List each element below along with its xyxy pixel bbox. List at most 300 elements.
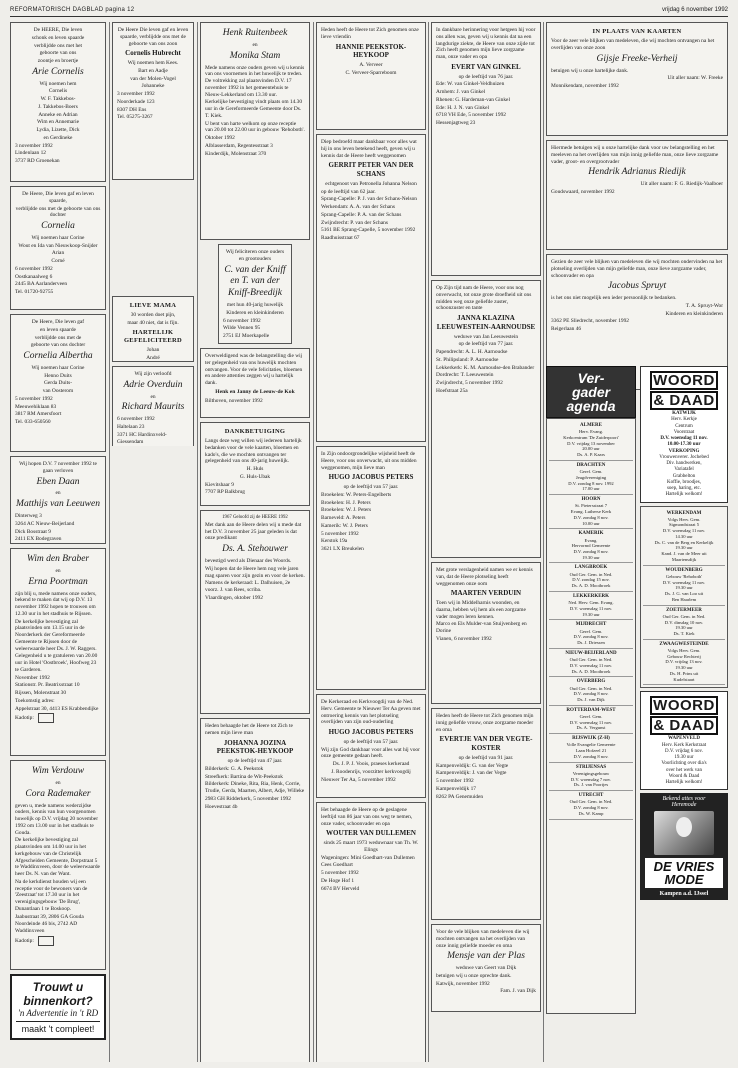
ad-name: Ds. A. Stehouwer — [222, 544, 288, 555]
envelope-icon — [38, 713, 54, 723]
ad-line: op de leeftijd van 47 jaar. — [227, 758, 283, 764]
agenda-line: Kand. J. van de Meer uit — [661, 551, 707, 557]
ad-name: Arie Cornelis — [32, 66, 84, 77]
agenda-place: HOORN — [581, 497, 601, 503]
ad-footer: 2751 EJ Moerkapelle — [223, 333, 270, 340]
agenda-line: Geref. Gem. — [579, 628, 603, 634]
agenda-line: Jeugdvereniging — [575, 474, 607, 480]
ad-footer: 6674 BV Herveld — [321, 885, 360, 892]
agenda-place: ZWAAGWESTEINDE — [659, 641, 709, 647]
ad-footer: Wilde Vennen 95 — [223, 325, 261, 332]
ad-line: zoontje en broertje — [37, 58, 79, 64]
woord-daad-ad — [640, 691, 728, 790]
ad-name: Erna Poortman — [28, 576, 88, 587]
agenda-title-line: Ver- — [577, 370, 605, 386]
agenda-line: Oud Ger. Gem. in Ned. — [569, 685, 613, 691]
obituary-ad — [316, 802, 426, 1062]
ad-footer: Raadhuisstraat 67 — [321, 235, 360, 241]
ad-line: Anneke en Adrian — [38, 111, 78, 118]
ad-text: De kerkelijke bevestiging zal plaatsvinden om 14.00 uur in het kerkgebouw van de Christelijk Afgescheiden Gemeente, Dorpstraat 5 te Waddinxveen, door de weleerwaarde heer Ds. N. van der Want. — [15, 837, 100, 877]
ad-name: Cornelia — [41, 221, 75, 231]
wd-line: Koffie, broodjes, — [667, 479, 701, 485]
brand-line: DE VRIES — [653, 859, 715, 875]
ad-line: op de leeftijd van 62 jaar. — [321, 188, 376, 195]
ad-line: en leven spaarde — [40, 326, 76, 333]
ad-line: Wij feliciteren onze ouders en grootouders — [225, 249, 285, 262]
ad-line: Wij noemen hem — [39, 80, 77, 87]
ad-text: De kerkelijke bevestiging zal plaatsvinden om 13.15 uur in de Noorderkerk der Gereformeerde Gemeente te Rijssen door de weleerwaarde heer Ds. J. W. Raggers. — [15, 618, 97, 652]
ad-line: Broekelen: H. J. Peters — [321, 499, 371, 506]
ad-text: is het ons niet mogelijk een ieder persoonlijk te bedanken. — [551, 295, 677, 302]
fashion-ad-title: Bekend attes voor — [662, 796, 706, 803]
agenda-line: Ds. A. D. Mooibroek — [571, 668, 611, 674]
ad-line: Dordrecht: T. Leeuwestein — [436, 372, 494, 379]
ad-line: geboorte van ons — [39, 50, 77, 57]
logo-line: WOORD — [650, 371, 718, 390]
brand-logo — [645, 858, 723, 888]
ad-line: en Gerdineke — [43, 134, 73, 141]
ad-footer: Rijssen, Molenstraat 30 — [15, 690, 67, 696]
agenda-item — [549, 563, 633, 591]
ad-footer: 6 november 1992 — [223, 317, 261, 324]
wedding-ad — [200, 22, 310, 240]
agenda-line: Ds. W. Kamp — [578, 810, 604, 816]
ad-line: J. Takkebos-Boers — [38, 103, 78, 110]
wd-line: Centrum — [675, 423, 693, 429]
ad-footer: 2411 EX Bodegraven — [15, 536, 62, 543]
agenda-place: RIJSWIJK (Z-H) — [572, 736, 610, 742]
column-2 — [112, 22, 194, 322]
agenda-line: Kerkcentrum 'De Zuiderpoort' — [563, 434, 619, 440]
thanks-ad — [546, 140, 728, 250]
ad-line: Bilderkerk: G. A. Peekstok — [205, 765, 264, 772]
agenda-line: Ds. J. van Poortjes — [573, 782, 609, 788]
ad-line: Arian — [51, 250, 65, 257]
ad-name: HANNIE PEEKSTOK-HEYKOOP — [335, 42, 407, 60]
promo-banner[interactable] — [10, 974, 106, 1040]
agenda-line: D.V. zondag 8 nov. — [573, 549, 609, 555]
thanks-ad — [431, 924, 541, 1012]
wd-line: Hartelijk welkom! — [665, 780, 703, 786]
agenda-line: Ds. J. van Dijk — [577, 697, 605, 703]
ad-footer: 6718 VH Ede, 5 november 1992 — [436, 112, 506, 119]
ad-line: Broekelen: W. Peters-Engelberts — [321, 491, 392, 498]
ad-line: weduwe van Geert van Dijk — [455, 965, 517, 972]
agenda-line: D.V. zondag 8 nov. — [573, 805, 609, 811]
thanks-ad — [546, 22, 728, 136]
ad-text: Heden behaagde het de Heere tot Zich te nemen mijn lieve man — [205, 723, 293, 736]
ad-footer: 3264 AC Nieuw-Beijerland — [15, 520, 75, 527]
ad-line: Gerda Duits- — [44, 380, 72, 387]
ad-line: St. Philipsland: P. Aarnoudse — [436, 356, 499, 363]
ad-name: Mensje van der Plas — [447, 951, 525, 962]
column-rule — [109, 22, 110, 1062]
agenda-line: 19.30 uur — [675, 545, 693, 551]
agenda-item — [549, 592, 633, 620]
ad-text: U bent van harte welkom op onze receptie van 20.00 tot 22.00 uur in gebouw 'Rehoboth'. — [205, 120, 305, 134]
agenda-line: Oud Ger. Gem. in Ned. — [569, 571, 613, 577]
agenda-line: 19.30 uur — [582, 611, 600, 617]
ad-footer: Alblasserdam, Regentesstraat 3 — [205, 142, 273, 149]
wd-line: VERKOPING — [668, 448, 700, 454]
ad-line: Arnhem: J. van Ginkel — [436, 89, 486, 95]
ad-name: EVERT VAN GINKEL — [451, 62, 521, 71]
ad-name: Henk Ruitenbeek — [222, 28, 288, 38]
agenda-line: D.V. vrijdag 13 nov. — [665, 659, 703, 665]
ad-footer: Hessenjagtweg 23 — [436, 120, 476, 126]
ad-footer: Stationstr. Pr. Beatrixstraat 10 — [15, 682, 80, 689]
ad-text: Diep bedroefd maar dankbaar voor alles wat hij in ons leven betekend heeft, geven wij u kennis dat de Heere heeft weggenomen — [321, 139, 417, 159]
ad-line: De Heere, Die leven gaf — [31, 319, 85, 325]
ad-heading: DANKBETUIGING — [224, 428, 286, 435]
ad-line: Cornelis — [48, 88, 68, 95]
ad-line: Henno Duits — [44, 372, 72, 379]
ad-text: In Zijn ondoorgrondelijke wijsheid heeft de Heere, voor ons onverwacht, uit ons midden weggenomen, mijn lieve man — [321, 451, 417, 471]
ad-footer: Bilthoven, november 1992 — [205, 397, 263, 404]
obituary-ad — [431, 562, 541, 704]
agenda-line: Volle Evangelie Gemeente — [566, 742, 616, 748]
agenda-place: WERKENDAM — [666, 510, 702, 516]
ad-name: C. van der Kniff en T. van der Kniff-Breedijk — [224, 264, 286, 299]
ad-name: Cornelis Hubrecht — [125, 49, 181, 58]
ad-text: In dankbare herinnering voor hetgeen hij voor ons allen was, geven wij u kennis dat na een langdurige ziekte, de Heere van onze zijde tot Zich heeft genomen mijn lieve zorgzame man, onze vader en opa — [436, 27, 536, 60]
agenda-place: DRACHTEN — [576, 462, 606, 468]
agenda-title — [546, 366, 636, 418]
ad-line: HARTELIJK GEFELICITEERD — [123, 328, 183, 344]
wd-line: Voorlichting over dia's — [661, 761, 707, 767]
ad-footer: Zwijndrecht, 5 november 1992 — [436, 380, 503, 386]
agenda-item — [549, 734, 633, 762]
agenda-line: Evang. — [584, 537, 598, 543]
wd-line: Hartelijk welkom! — [665, 492, 703, 498]
ad-line: Johan — [146, 346, 160, 353]
agenda-line: Oud Ger. Gem. in Ned. — [569, 657, 613, 663]
ad-line: Kamerik: W. J. Peters — [321, 522, 368, 529]
ad-footer: Vlaardingen, oktober 1992 — [205, 594, 263, 601]
ad-footer: Tel. 01720-92755 — [15, 289, 54, 296]
ad-footer: Fam. J. van Dijk — [500, 988, 536, 995]
ad-line: verblijdde ons met de geboorte van ons dochter — [15, 205, 101, 219]
ad-line: Ede: H. J. N. van Ginkel — [436, 104, 489, 111]
ad-name: HUGO JACOBUS PETERS — [328, 728, 414, 736]
ad-line: weduwe van Jan Leeuwestein — [453, 333, 519, 340]
ad-footer: Hoevestraat 4b — [205, 803, 238, 810]
wd-line: KATWIJK — [672, 411, 696, 416]
ad-footer: 8307 DH Ens — [117, 106, 147, 113]
ad-footer: Goudswaard, november 1992 — [551, 188, 615, 195]
obituary-ad — [316, 22, 426, 130]
ad-footer: Toekomstig adres: — [15, 697, 55, 704]
jubilee-ad — [200, 510, 310, 714]
ad-line: Ede: W. van Ginkel-Veldhuizen — [436, 81, 505, 88]
ad-name: Wim Verdouw — [31, 766, 85, 776]
ad-line: Lekkerkerk: K. M. Aarnoudse-den Brabander — [436, 364, 535, 371]
ad-text: bevestigd werd als Dienaar des Woords. — [205, 558, 292, 565]
agenda-item — [549, 791, 633, 819]
ad-name: Gijsje Freeke-Verheij — [596, 53, 678, 64]
agenda-line: Herv. Evang. — [578, 429, 604, 435]
ad-text: Gezien de zeer vele blijken van medeleven die wij mochten ondervinden na het plotseling overlijden van mijn geliefde man, onze lieve zorgzame vader, schoonvader en opa — [551, 259, 723, 279]
ad-line: Wij noemen haar Corine — [31, 364, 85, 371]
agenda-line: D.V. zondag 8 nov. 1992 — [568, 480, 614, 486]
agenda-line: Geref. Gem. — [579, 714, 603, 719]
ad-line: sinds 25 maart 1973 weduwnaar van Th. W. Elings — [323, 840, 419, 853]
agenda-line: Ds. H. Prins uit — [669, 670, 699, 676]
fashion-ad — [640, 793, 728, 900]
agenda-line: St. Pietersstraat 7 — [574, 503, 608, 509]
ad-name: WOUTER VAN DULLEMEN — [326, 829, 416, 838]
ad-line: echtgenoot van Petronella Johanna Nelson — [325, 180, 417, 187]
agenda-line: Ds. J. G. van Loo uit — [664, 591, 704, 597]
kadotip-label: Kadotip: — [15, 715, 34, 722]
agenda-line: Oud Ger. Gem. in Ned. — [569, 799, 613, 805]
ad-name: Matthijs van Leeuwen — [16, 499, 100, 510]
ad-line: Werkendam: A. A. van der Schans — [321, 204, 395, 210]
kadotip-row — [15, 713, 101, 723]
ad-line: G. Huls-Ubak — [239, 473, 271, 480]
ad-footer: De Hoge Hof 1 — [321, 877, 355, 884]
ad-line: C. Verveer-Sparreboom — [345, 69, 397, 76]
obituary-ad — [316, 134, 426, 442]
ad-line: op de leeftijd van 57 jaar. — [343, 738, 399, 745]
agenda-line: Ds. A. P. Kaars — [577, 452, 605, 458]
agenda-place: WOUDENBERG — [665, 567, 703, 573]
ad-line: Kinderen en kleinkinderen — [226, 309, 284, 316]
ad-line: Bart en Aadje — [138, 67, 168, 74]
ad-footer: Noorderkade 123 — [117, 98, 155, 105]
ad-name: JANNA KLAZINA LEEUWESTEIN-AARNOUDSE — [436, 314, 536, 331]
column-5 — [431, 22, 541, 1062]
agenda-place: MIJDRECHT — [575, 622, 607, 628]
ad-footer: 8262 PA Genemuiden — [436, 793, 484, 800]
wd-line: D.V. woensdag 11 nov. — [660, 436, 708, 441]
ad-line: Sprang-Capelle: P. A. van der Schans — [321, 211, 402, 218]
ad-line: Kampenveldijk: G. van der Vegte — [436, 762, 509, 769]
ad-line: De Heere, Die leven gaf en leven spaarde, — [22, 191, 94, 204]
ad-footer: Dinterweg 3 — [15, 513, 42, 519]
ad-text: Hiermede betuigen wij u onze hartelijke dank voor uw belangstelling en het meeleven na het overlijden van mijn innig geliefde man, onze lieve zorgzame vader, groot- en overgrootvader — [551, 145, 719, 165]
ad-line: Uit aller naam: W. Freeke — [667, 75, 723, 82]
promo-subtitle: 'n Advertentie in 't RD — [17, 1008, 99, 1018]
logo-line: & DAAD — [650, 391, 718, 410]
agenda-line: 19.30 uur — [675, 625, 693, 631]
ad-footer: November 1992 — [15, 674, 50, 681]
ad-line: Wij hopen D.V. 7 november 1992 te gaan verloven — [19, 461, 97, 474]
ad-line: Corné — [51, 258, 65, 265]
agenda-line: Oud Ger. Gem. in Ned. — [662, 613, 706, 619]
ad-footer: 3 november 1992 — [15, 142, 53, 149]
ad-name: HUGO JACOBUS PETERS — [328, 473, 414, 482]
agenda-line: D.V. zondag 8 nov. — [573, 514, 609, 520]
agenda-line: Ds. A. Vergunst — [576, 725, 606, 731]
wd-line: 19.30 uur — [674, 755, 694, 761]
header-left: REFORMATORISCH DAGBLAD pagina 12 — [10, 7, 135, 13]
ad-text: Op Zijn tijd nam de Heere, voor ons nog onverwacht, tot onze grote droefheid uit ons midden weg onze geliefde zuster, schoonzuster en tante — [436, 285, 532, 312]
agenda-line: D.V. zondag 8 nov. — [573, 691, 609, 697]
thanks-ad — [200, 422, 310, 506]
ad-footer: Appelstraat 30, 4413 ES Krabbendijke — [15, 705, 99, 712]
ad-line: Sprang-Capelle: P. J. van der Schans-Nelson — [321, 196, 417, 203]
ad-line: Wageningen: Mini Goedhart-van Dullemen — [321, 854, 415, 861]
ad-line: W. F. Takkebos- — [40, 96, 76, 103]
ad-line: en — [55, 490, 61, 497]
agenda-line: Verenigingsgebouw — [572, 770, 610, 776]
agenda-place: STRIJENSAS — [575, 764, 607, 770]
obituary-ad — [200, 718, 310, 1062]
ad-footer: Reigerlaan 46 — [551, 326, 582, 333]
agenda-line: Ned. Herv. Gem. Evang. — [568, 600, 614, 606]
agenda-item — [549, 620, 633, 648]
ad-text: zijn blij u, mede namens onze ouders, bekend te maken dat wij op D.V. 13 november 1992 hopen te trouwen om 12.30 uur in het stadhuis te Rijssen. — [15, 590, 97, 617]
agenda-line: D.V. zondag 15 nov. — [572, 577, 610, 583]
ad-name: Hendrik Adrianus Riedijk — [588, 167, 686, 178]
ad-name: Henk en Janny de Leeuw-de Kok — [215, 388, 295, 395]
ad-text: Langs deze weg willen wij iedereen hartelijk bedanken voor de vele kaarten, bloemen en kado's, die we mochten ontvangen ter gelegenheid van ons 40-jarig huwelijk. — [205, 438, 302, 465]
ad-line: Kampenveldijk: J. van der Vegte — [436, 770, 507, 777]
column-2-lower — [112, 296, 194, 446]
birth-ad — [112, 22, 194, 180]
ad-footer: Oktober 1992 — [205, 135, 235, 141]
agenda-item — [549, 677, 633, 705]
wd-line: Herv. Kerkje — [671, 417, 697, 423]
ad-name: Cora Rademaker — [25, 788, 91, 799]
agenda-place: LEKKERKERK — [572, 593, 610, 599]
ad-text: Wij hopen dat de Heere hem nog vele jaren mag sparen voor zijn gezin en voor de kerken. — [205, 565, 305, 579]
ad-line: Wim en Annemarie — [37, 119, 79, 126]
ad-name: Adrie Overduin — [123, 379, 183, 390]
ad-footer: 3 november 1992 — [117, 91, 155, 97]
agenda-place: ALMERE — [580, 423, 602, 428]
ad-line: 1967 Geloofd zij de HEERE 1992 — [222, 515, 288, 520]
ad-footer: Jaabustraat 39, 2806 GA Gouda — [15, 913, 84, 920]
agenda-line: Kudelstaart — [673, 676, 695, 682]
column-4 — [316, 22, 426, 1062]
ad-footer: Kinderdijk, Molenstraat 370 — [205, 150, 267, 157]
ad-footer: Meeuwehiklaan 83 — [15, 403, 57, 410]
ad-footer: Monnikendam, november 1992 — [551, 83, 619, 89]
ad-line: op de leeftijd van 57 jaar. — [343, 484, 399, 490]
ad-name: MAARTEN VERDUIN — [450, 589, 522, 598]
agenda-place: UTRECHT — [578, 793, 604, 799]
ad-text: Kerkelijke bevestiging vindt plaats om 14.30 uur in de Gereformeerde Gemeente door Ds. T. Kiek. — [205, 99, 303, 119]
ad-footer: Hoefstraat 25a — [436, 387, 468, 394]
ad-line: Wij zijn verloofd — [134, 371, 172, 377]
agenda-item — [549, 763, 633, 791]
ad-line: A. Verveer — [359, 62, 383, 68]
ad-line: met hun 40-jarig huwelijk — [226, 302, 284, 309]
ad-text: betuigen wij u onze hartelijke dank. — [551, 67, 629, 74]
ad-text: Heden heeft de Heere tot Zich genomen mijn innig geliefde vrouw, onze zorgzame moeder en oma — [436, 713, 534, 733]
ad-text: Met grote verslagenheid namen we er kennis van, dat de Heere plotseling heeft weggenomen onze oom — [436, 567, 533, 587]
ad-name: JOHANNA JOZINA PEEKSTOK-HEYKOOP — [216, 738, 294, 756]
ad-line: Wij noemen haar Corine — [31, 234, 85, 241]
obituary-ad — [431, 280, 541, 558]
wd-line: Vrouwenverer. Jochebed — [659, 454, 709, 460]
thanks-ad — [200, 348, 310, 418]
agenda-line: D.V. woensdag 11 nov. — [662, 579, 706, 585]
ad-footer: 6 november 1992 — [117, 416, 155, 423]
ad-text: Mede namens onze ouders geven wij u kennis van ons voornemen in het huwelijk te treden. De voltrekking zal plaatsvinden D.V. 17 november 1992 in het gemeentehuis te Nieuw-Lekkerland om 13.30 uur. — [205, 64, 305, 98]
ad-footer: 2983 GH Ridderkerk, 5 november 1992 — [205, 795, 291, 802]
agenda-line: D.V. woensdag 11 nov. — [569, 662, 613, 668]
ad-line: Barneveld: A. Peters — [321, 515, 366, 521]
column-6 — [546, 22, 728, 1062]
ad-line: maar 40 niet, dat is fijn. — [127, 319, 179, 326]
extra-agenda — [640, 506, 728, 689]
wedding-ad — [10, 548, 106, 756]
ad-line: Broekelen: W. J. Peters — [321, 507, 372, 514]
obituary-ad — [316, 446, 426, 690]
wd-line: over het werk van — [666, 767, 702, 773]
agenda-line: 10.00 uur — [582, 520, 600, 526]
wd-line: D.V. vrijdag 6 nov. — [665, 748, 703, 754]
agenda-item — [549, 461, 633, 495]
ad-footer: Katwijk, november 1992 — [436, 980, 490, 987]
ad-line: Streefkerk: Bartina de Wit-Peekstok — [205, 773, 283, 780]
ad-footer: Noordeinde 46 bis, 2742 AD Waddinxveen — [15, 921, 78, 934]
ad-line: en — [55, 779, 61, 786]
anniversary-ad — [218, 244, 292, 344]
brand-location: Kampen a.d. IJssel — [659, 891, 709, 898]
ad-name: GERRIT PETER VAN DER SCHANS — [328, 161, 414, 178]
agenda-line: Evang. Lutherse Kerk — [570, 509, 612, 515]
agenda-place: ZOETERMEER — [666, 607, 702, 613]
ad-text: Heden heeft de Heere tot Zich genomen onze lieve vriendin — [321, 27, 419, 40]
ad-line: Uit aller naam: F. G. Riedijk-Vaalboer — [640, 181, 723, 188]
agenda-item — [643, 509, 725, 566]
ad-line: en — [252, 41, 258, 48]
agenda-line: Ds. A. D. Mooibroek — [571, 583, 611, 589]
ad-line: André — [146, 354, 160, 361]
agenda-line: Ds. C. van de Berg en Kerkelijk — [654, 539, 714, 545]
ad-text: Voor de vele blijken van medeleven die wij mochten ontvangen na het overlijden van onze innig geliefde moeder en oma — [436, 929, 530, 949]
ad-line: Johanneke — [141, 83, 165, 90]
kadotip-label: Kadotip: — [15, 937, 34, 944]
ad-line: Wout en Ida van Nieuwkoop-Snijder — [18, 242, 98, 249]
ad-footer: 5 november 1992 — [15, 395, 53, 402]
ad-footer: 3362 PE Sliedrecht, november 1992 — [551, 318, 630, 325]
ad-footer: 3817 RM Amersfoort — [15, 411, 62, 418]
wd-line: Div. handwerken, — [666, 461, 702, 466]
wd-line: Grabbelton — [672, 473, 696, 479]
ad-line: LIEVE MAMA — [129, 302, 177, 309]
ad-name: Wim den Braber — [26, 554, 90, 564]
birth-ad — [10, 314, 106, 452]
agenda-line: 14.30 uur — [675, 533, 693, 539]
ad-line: Rhenen: G. Hardeman-van Ginkel — [436, 96, 510, 103]
ad-text: Met dank aan de Heere delen wij u mede dat het D.V. 3 november 25 jaar geleden is dat onze predikant — [205, 521, 302, 542]
kadotip-row — [15, 936, 101, 946]
ad-line: geboorte van ons dochter — [30, 342, 86, 349]
ad-footer: Kievitshaar 9 — [205, 481, 234, 488]
ad-text: geven u, mede namens wederzijdse ouders, kennis van hun voorgenomen huwelijk op D.V. vrijdag 20 november 1992 om 13.00 uur in het stadhuis te Gouda. — [15, 802, 98, 836]
column-1 — [10, 22, 106, 1062]
woord-daad-ad — [640, 366, 728, 503]
ad-line: en — [55, 567, 61, 574]
agenda-line: 19.30 uur — [675, 665, 693, 671]
birth-ad — [10, 22, 106, 182]
engagement-ad — [10, 456, 106, 544]
ad-text: Na de kerkdienst houden wij een receptie voor de bewoners van de 'Zeestraat' tot 17.30 uur in het verenigingsgebouw 'De Brug', Dunantlaan 1 te Boskoop. — [15, 878, 88, 912]
agenda-item — [549, 421, 633, 461]
agenda-line: Ben Haarlem — [671, 596, 697, 602]
ad-footer: Vianen, 6 november 1992 — [436, 635, 492, 642]
meeting-agenda — [546, 366, 636, 1014]
ad-line: J. Roodenrijs, voorzitter kerkvoogdij — [331, 768, 411, 775]
birthday-ad — [112, 296, 194, 362]
ad-text: Marco en Els Mulder-van Stuijvenberg en Dorine — [436, 621, 527, 634]
woord-daad-logo — [644, 371, 724, 410]
